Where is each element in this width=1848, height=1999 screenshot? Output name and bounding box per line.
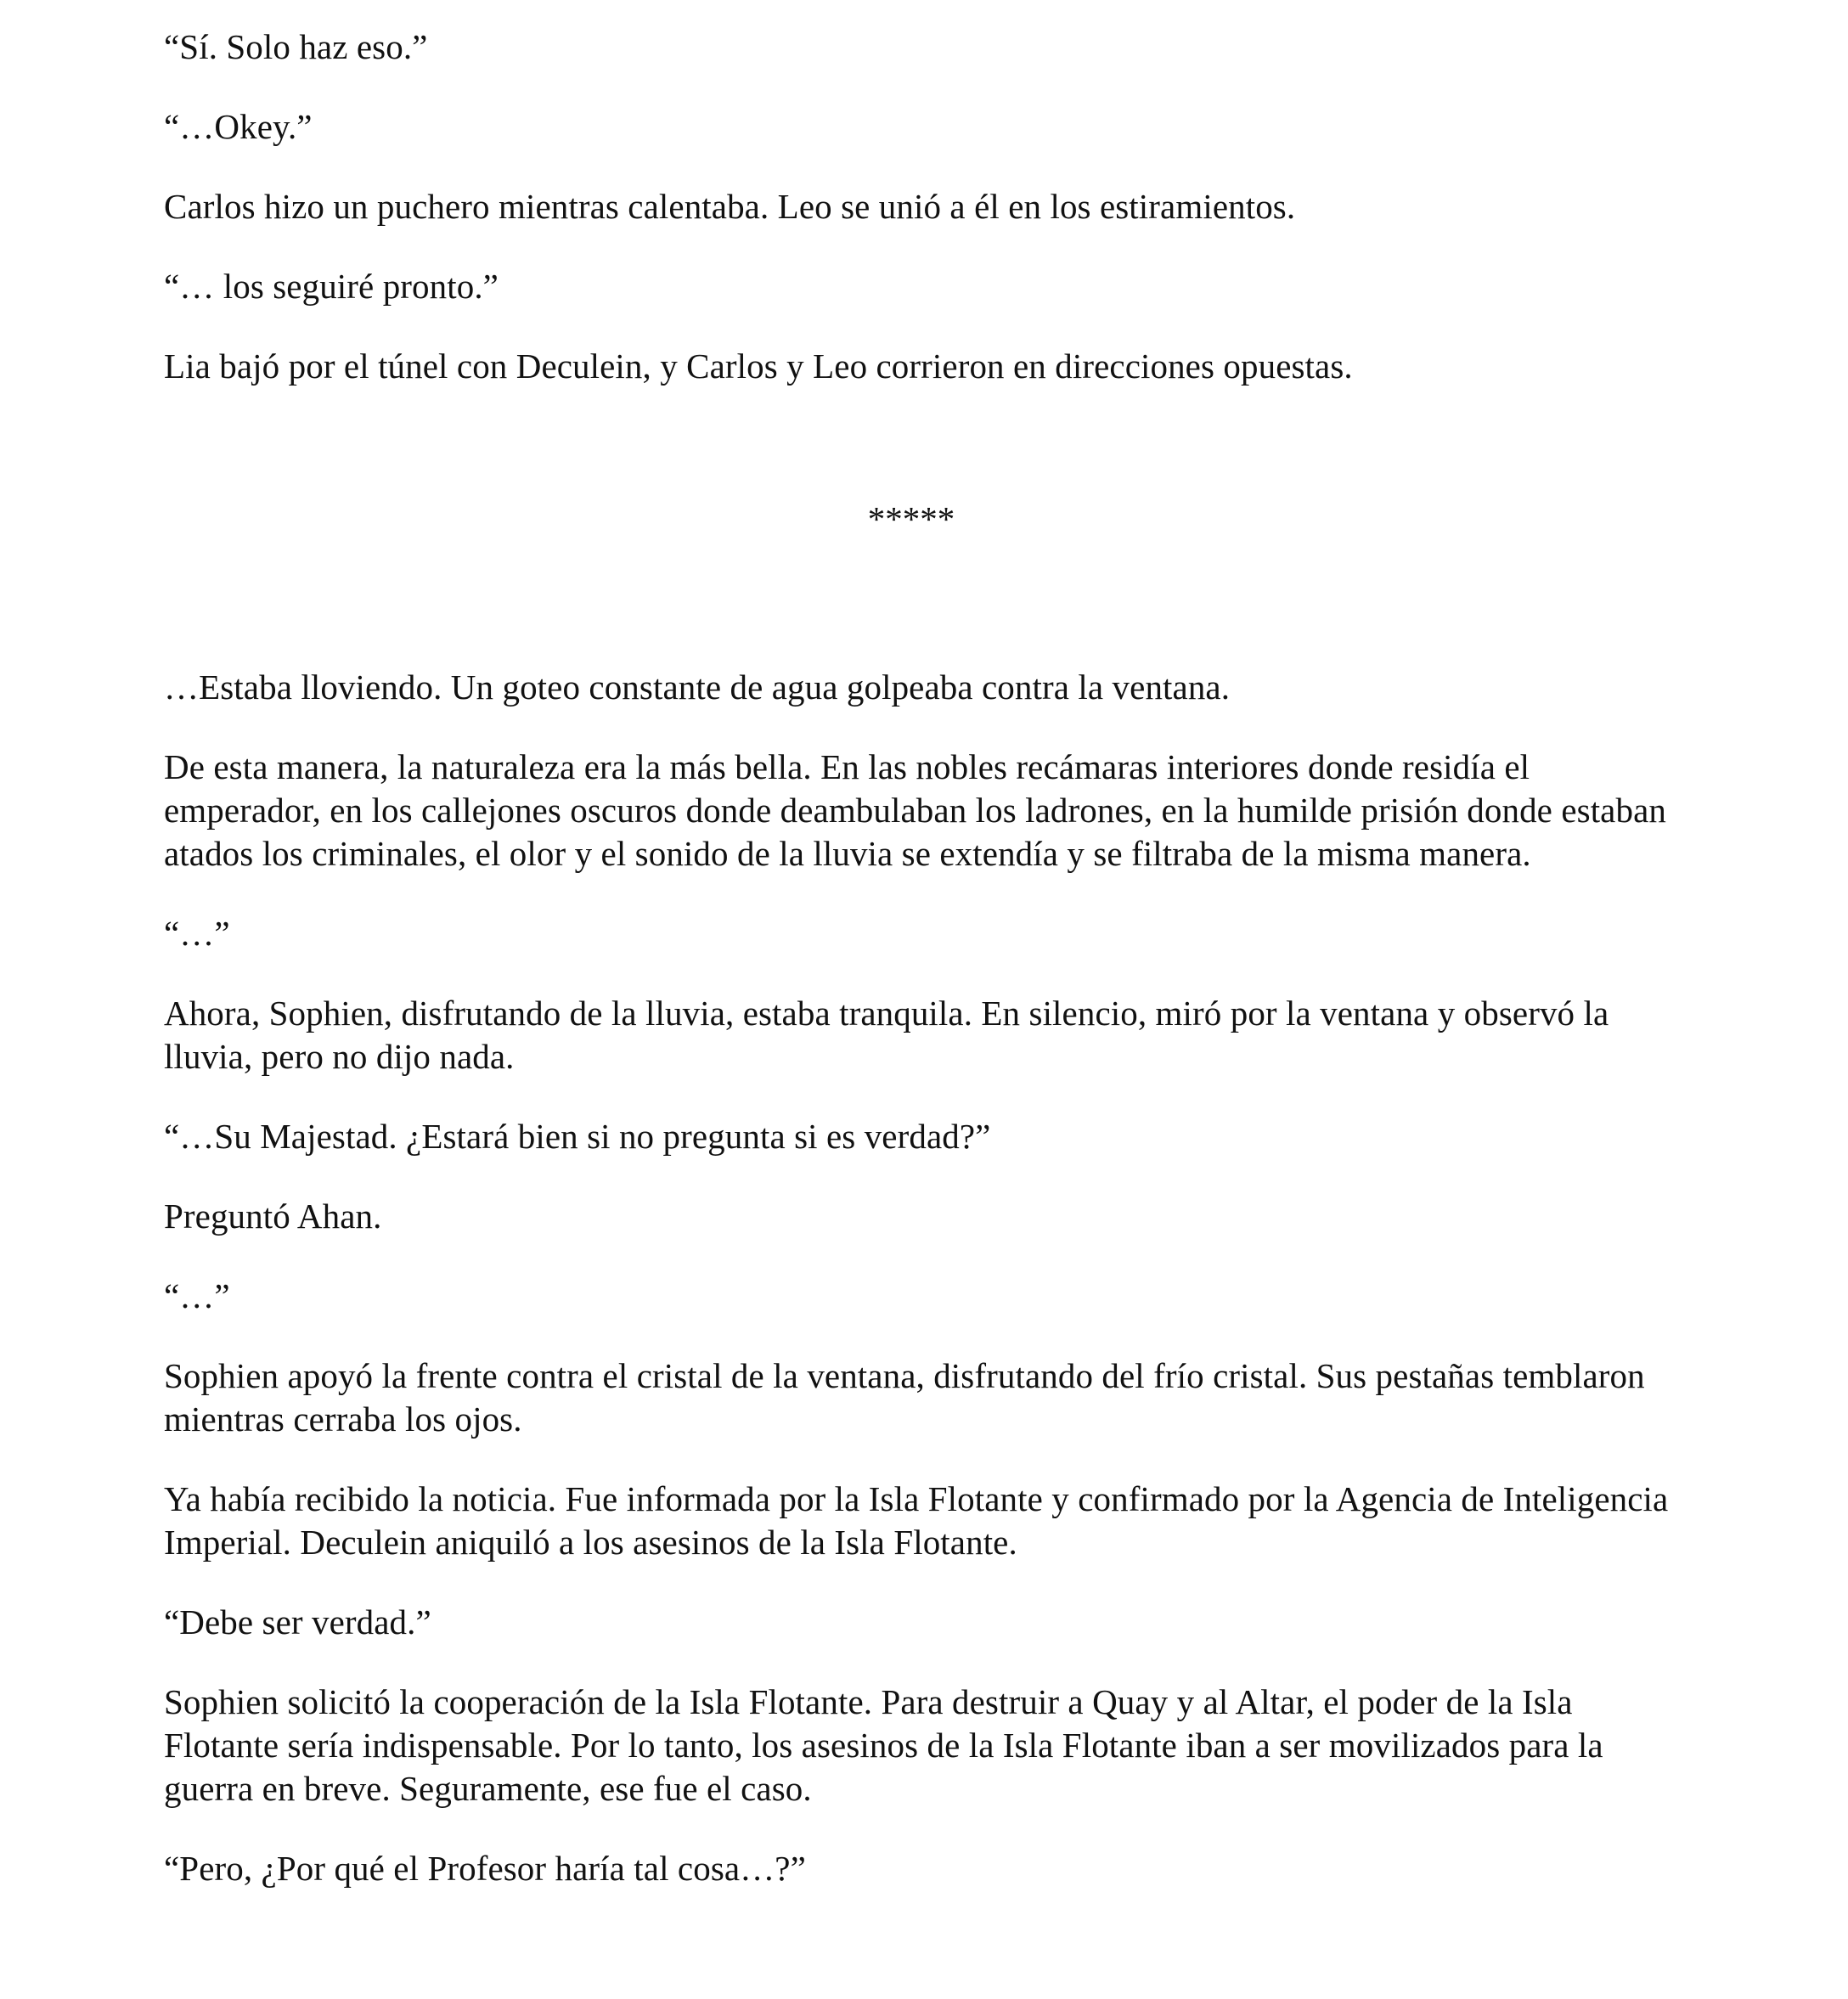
dialogue-line: “Sí. Solo haz eso.”	[164, 27, 428, 66]
narrative-paragraph: Sophien apoyó la frente contra el cristal de la ventana, disfrutando del frío cristal. Sus pestañas temblaron mientras cerraba los ojos.	[164, 1356, 1645, 1439]
dialogue-line: “…Su Majestad. ¿Estará bien si no pregunta si es verdad?”	[164, 1117, 991, 1156]
dialogue-line: “… los seguiré pronto.”	[164, 267, 499, 306]
narrative-paragraph: Carlos hizo un puchero mientras calentaba. Leo se unió a él en los estiramientos.	[164, 187, 1296, 226]
dialogue-line: “…Okey.”	[164, 107, 313, 146]
narrative-paragraph: De esta manera, la naturaleza era la más bella. En las nobles recámaras interiores donde residía el emperador, en los callejones oscuros donde deambulaban los ladrones, en la humilde prisión donde estaban atados los criminales, el olor y el sonido de la lluvia se extendía y se filtraba de la misma manera.	[164, 747, 1666, 873]
dialogue-line: “Pero, ¿Por qué el Profesor haría tal cosa…?”	[164, 1849, 806, 1888]
narrative-paragraph: Sophien solicitó la cooperación de la Isla Flotante. Para destruir a Quay y al Altar, el poder de la Isla Flotante sería indispensable. Por lo tanto, los asesinos de la Isla Flotante iban a ser movilizados para la guerra en breve. Seguramente, ese fue el caso.	[164, 1682, 1603, 1808]
narrative-paragraph: Ahora, Sophien, disfrutando de la lluvia, estaba tranquila. En silencio, miró por la ventana y observó la lluvia, pero no dijo nada.	[164, 994, 1609, 1076]
text-block-after-separator	[164, 666, 1693, 1890]
narrative-paragraph: Preguntó Ahan.	[164, 1197, 382, 1236]
text-block-before-separator	[164, 25, 1693, 388]
dialogue-line: “…”	[164, 914, 230, 953]
dialogue-line: “Debe ser verdad.”	[164, 1602, 431, 1641]
narrative-paragraph: Ya había recibido la noticia. Fue informada por la Isla Flotante y confirmado por la Agencia de Inteligencia Imperial. Deculein aniquiló a los asesinos de la Isla Flotante.	[164, 1479, 1669, 1562]
scene-separator-wrap	[0, 498, 1848, 541]
dialogue-line: “…”	[164, 1276, 230, 1315]
narrative-paragraph: Lia bajó por el túnel con Deculein, y Carlos y Leo corrieron en direcciones opuestas.	[164, 346, 1353, 386]
scene-separator: *****	[867, 499, 955, 538]
narrative-paragraph: …Estaba lloviendo. Un goteo constante de agua golpeaba contra la ventana.	[164, 667, 1231, 707]
